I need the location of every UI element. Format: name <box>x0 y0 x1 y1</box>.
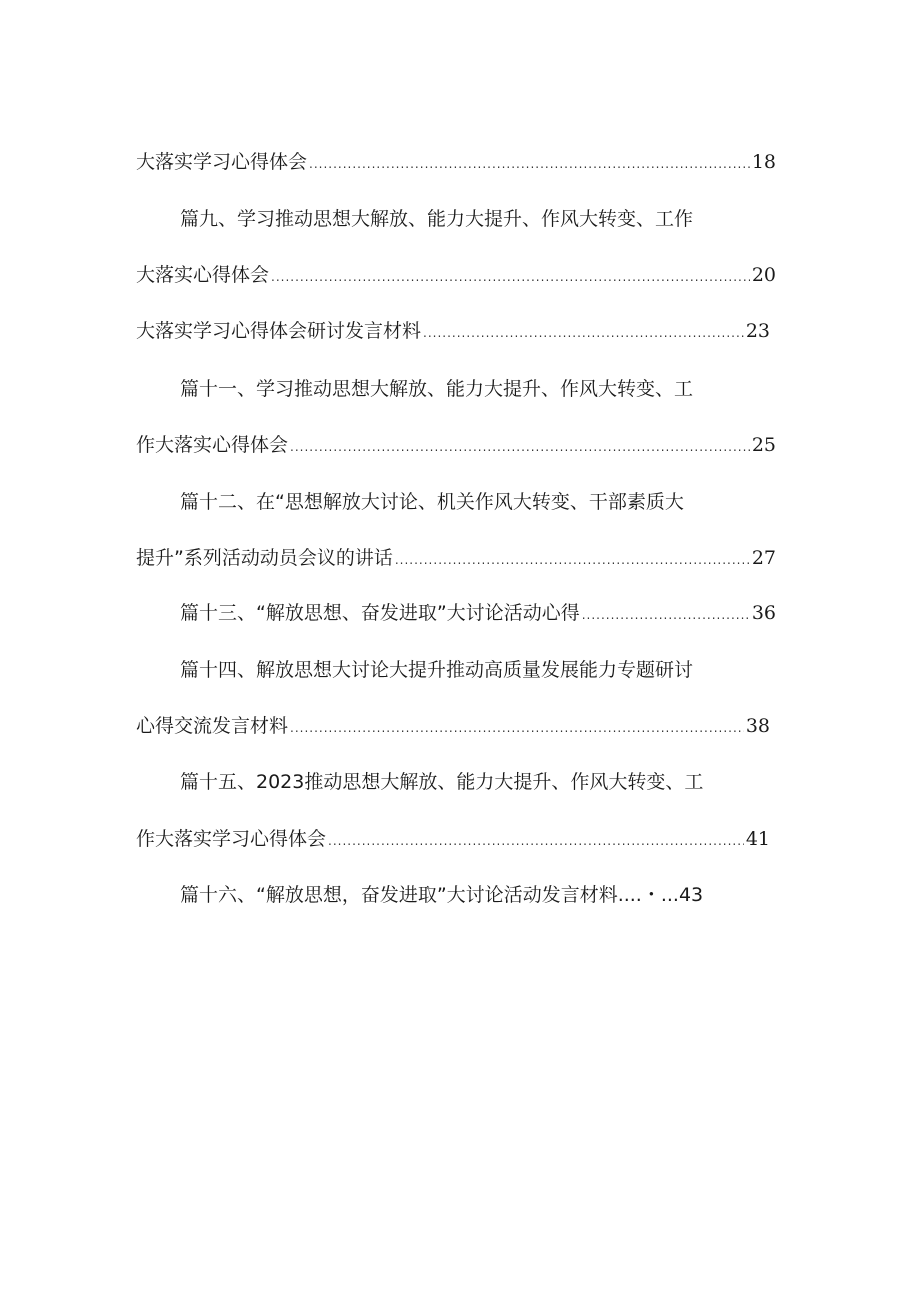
leader-dots <box>395 545 750 575</box>
toc-entry-title: 篇十二、在“思想解放大讨论、机关作风大转变、干部素质大 <box>180 491 684 513</box>
toc-entry <box>180 204 693 234</box>
toc-entry <box>180 880 703 910</box>
toc-entry <box>136 147 776 177</box>
toc-entry <box>180 598 776 628</box>
toc-entry-title: 篇十五、2023推动思想大解放、能力大提升、作风大转变、工 <box>180 771 704 793</box>
leader-dots <box>290 432 750 462</box>
toc-entry <box>136 260 776 290</box>
toc-entry-page: 27 <box>751 547 776 569</box>
leader-dots <box>582 600 750 630</box>
toc-entry <box>136 711 770 741</box>
leader-dots <box>328 826 744 856</box>
toc-entry-title: 提升”系列活动动员会议的讲话 <box>136 547 393 569</box>
toc-entry-title: 作大落实学习心得体会 <box>136 828 327 850</box>
toc-entry-title: 篇十一、学习推动思想大解放、能力大提升、作风大转变、工 <box>180 378 694 400</box>
toc-entry-title: 篇十三、“解放思想、奋发进取”大讨论活动心得 <box>180 602 580 624</box>
toc-entry <box>180 767 703 797</box>
leader-dots <box>290 713 744 743</box>
toc-entry-title: 大落实学习心得体会 <box>136 151 308 173</box>
toc-entry <box>136 316 770 346</box>
toc-entry <box>180 487 684 517</box>
toc-entry-title: 篇十四、解放思想大讨论大提升推动高质量发展能力专题研讨 <box>180 659 694 681</box>
toc-entry <box>180 655 693 685</box>
toc-entry-page: 41 <box>745 828 770 850</box>
toc-entry <box>136 824 770 854</box>
toc-entry <box>136 430 776 460</box>
toc-entry-title: 篇九、学习推动思想大解放、能力大提升、作风大转变、工作 <box>180 208 694 230</box>
toc-entry-page: 18 <box>751 151 776 173</box>
toc-entry-title: 大落实学习心得体会研讨发言材料 <box>136 320 422 342</box>
toc-entry-page: 23 <box>745 320 770 342</box>
toc-entry-page: 25 <box>751 434 776 456</box>
toc-entry <box>180 374 693 404</box>
toc-entry-page: 36 <box>751 602 776 624</box>
leader-dots <box>423 318 744 348</box>
toc-entry-title: 大落实心得体会 <box>136 264 270 286</box>
leader-dots <box>271 262 750 292</box>
toc-entry-title: 作大落实心得体会 <box>136 434 289 456</box>
toc-entry <box>136 543 776 573</box>
toc-entry-page: 38 <box>745 715 770 737</box>
toc-entry-page: 20 <box>751 264 776 286</box>
toc-entry-title: 篇十六、“解放思想，奋发进取”大讨论活动发言材料....・...43 <box>180 884 704 906</box>
leader-dots <box>309 149 750 179</box>
toc-entry-title: 心得交流发言材料 <box>136 715 289 737</box>
